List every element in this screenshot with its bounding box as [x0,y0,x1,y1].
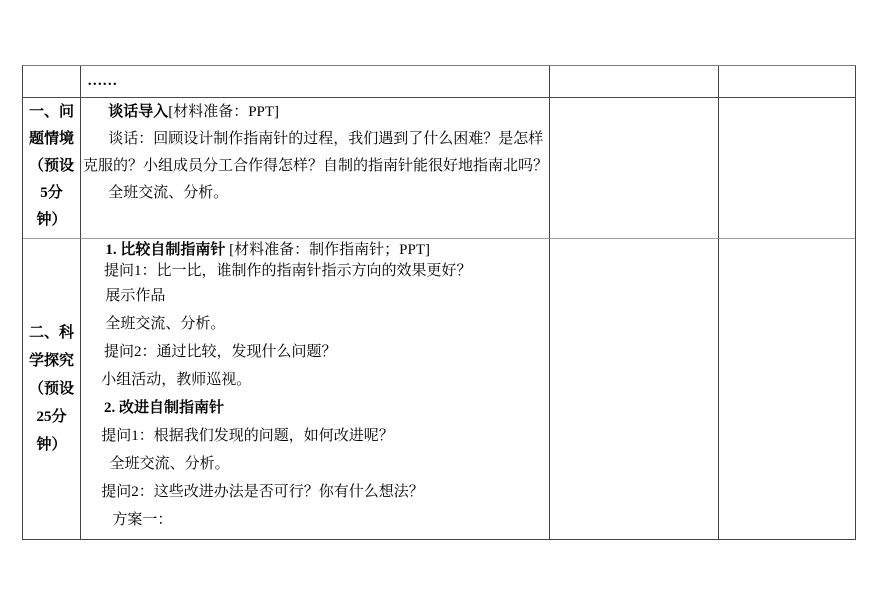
text-run: 提问2：通过比较，发现什么问题？ [104,344,337,360]
stage-line: 钟） [36,212,67,228]
row-science-inquiry-stage [23,239,81,539]
row-ellipsis-stage [23,66,81,98]
stage-line: 学探究 [28,353,74,369]
text-run: 2. 改进自制指南针 [104,400,225,416]
stage-line: 钟） [36,437,67,453]
text-run: 谈话导入 [108,104,169,120]
content-line [81,126,549,153]
stage-line: 5分 [40,185,63,201]
content-line [81,180,549,207]
lesson-table [22,65,856,540]
row-ellipsis-empty-col3 [550,66,719,98]
text-run: 小组活动，教师巡视。 [101,372,252,388]
stage-line: （预设 [28,158,74,174]
text-run: 谈话：回顾设计制作指南针的过程，我们遇到了什么困难？是怎样 [108,131,544,147]
content-line [81,153,549,180]
text-run: 克服的？小组成员分工合作得怎样？自制的指南针能很好地指南北吗？ [83,158,549,174]
text-run: 方案一： [112,512,173,528]
stage-line: 25分 [36,409,67,425]
content-line [81,310,549,338]
text-run: 展示作品 [105,288,166,304]
text-run: 提问1：根据我们发现的问题，如何改进呢？ [101,428,394,444]
text-run: 提问1：比一比，谁制作的指南针指示方向的效果更好？ [104,263,472,279]
text-run: 1. 比较自制指南针 [105,242,230,258]
content-line [81,261,549,282]
content-line [81,394,549,422]
text-run: 全班交流、分析。 [109,456,230,472]
row-science-inquiry-empty-col4 [719,239,855,539]
row-problem-context-stage [23,98,81,239]
content-line [81,338,549,366]
row-problem-context-content [81,98,550,239]
content-line [81,366,549,394]
row-ellipsis-empty-col4 [719,66,855,98]
content-line [81,99,549,126]
content-line [81,450,549,478]
content-line [81,282,549,310]
row-problem-context-empty-col3 [550,98,719,239]
row-ellipsis-content [81,66,550,98]
stage-line: 一、问 [28,104,74,120]
stage-line: 二、科 [28,325,74,341]
text-run: [材料准备：制作指南针；PPT] [229,242,430,258]
content-line [81,67,549,96]
stage-line: 题情境 [28,131,74,147]
content-line [81,506,549,534]
text-run: 提问2：这些改进办法是否可行？你有什么想法？ [101,484,424,500]
stage-line: （预设 [28,381,74,397]
text-run: 全班交流、分析。 [108,185,229,201]
row-problem-context-empty-col4 [719,98,855,239]
row-science-inquiry-empty-col3 [550,239,719,539]
content-line [81,240,549,261]
content-line [81,422,549,450]
text-run: 全班交流、分析。 [105,316,226,332]
content-line [81,478,549,506]
text-run: [材料准备：PPT] [168,104,280,120]
text-run: …… [87,73,118,89]
row-science-inquiry-content [81,239,550,539]
